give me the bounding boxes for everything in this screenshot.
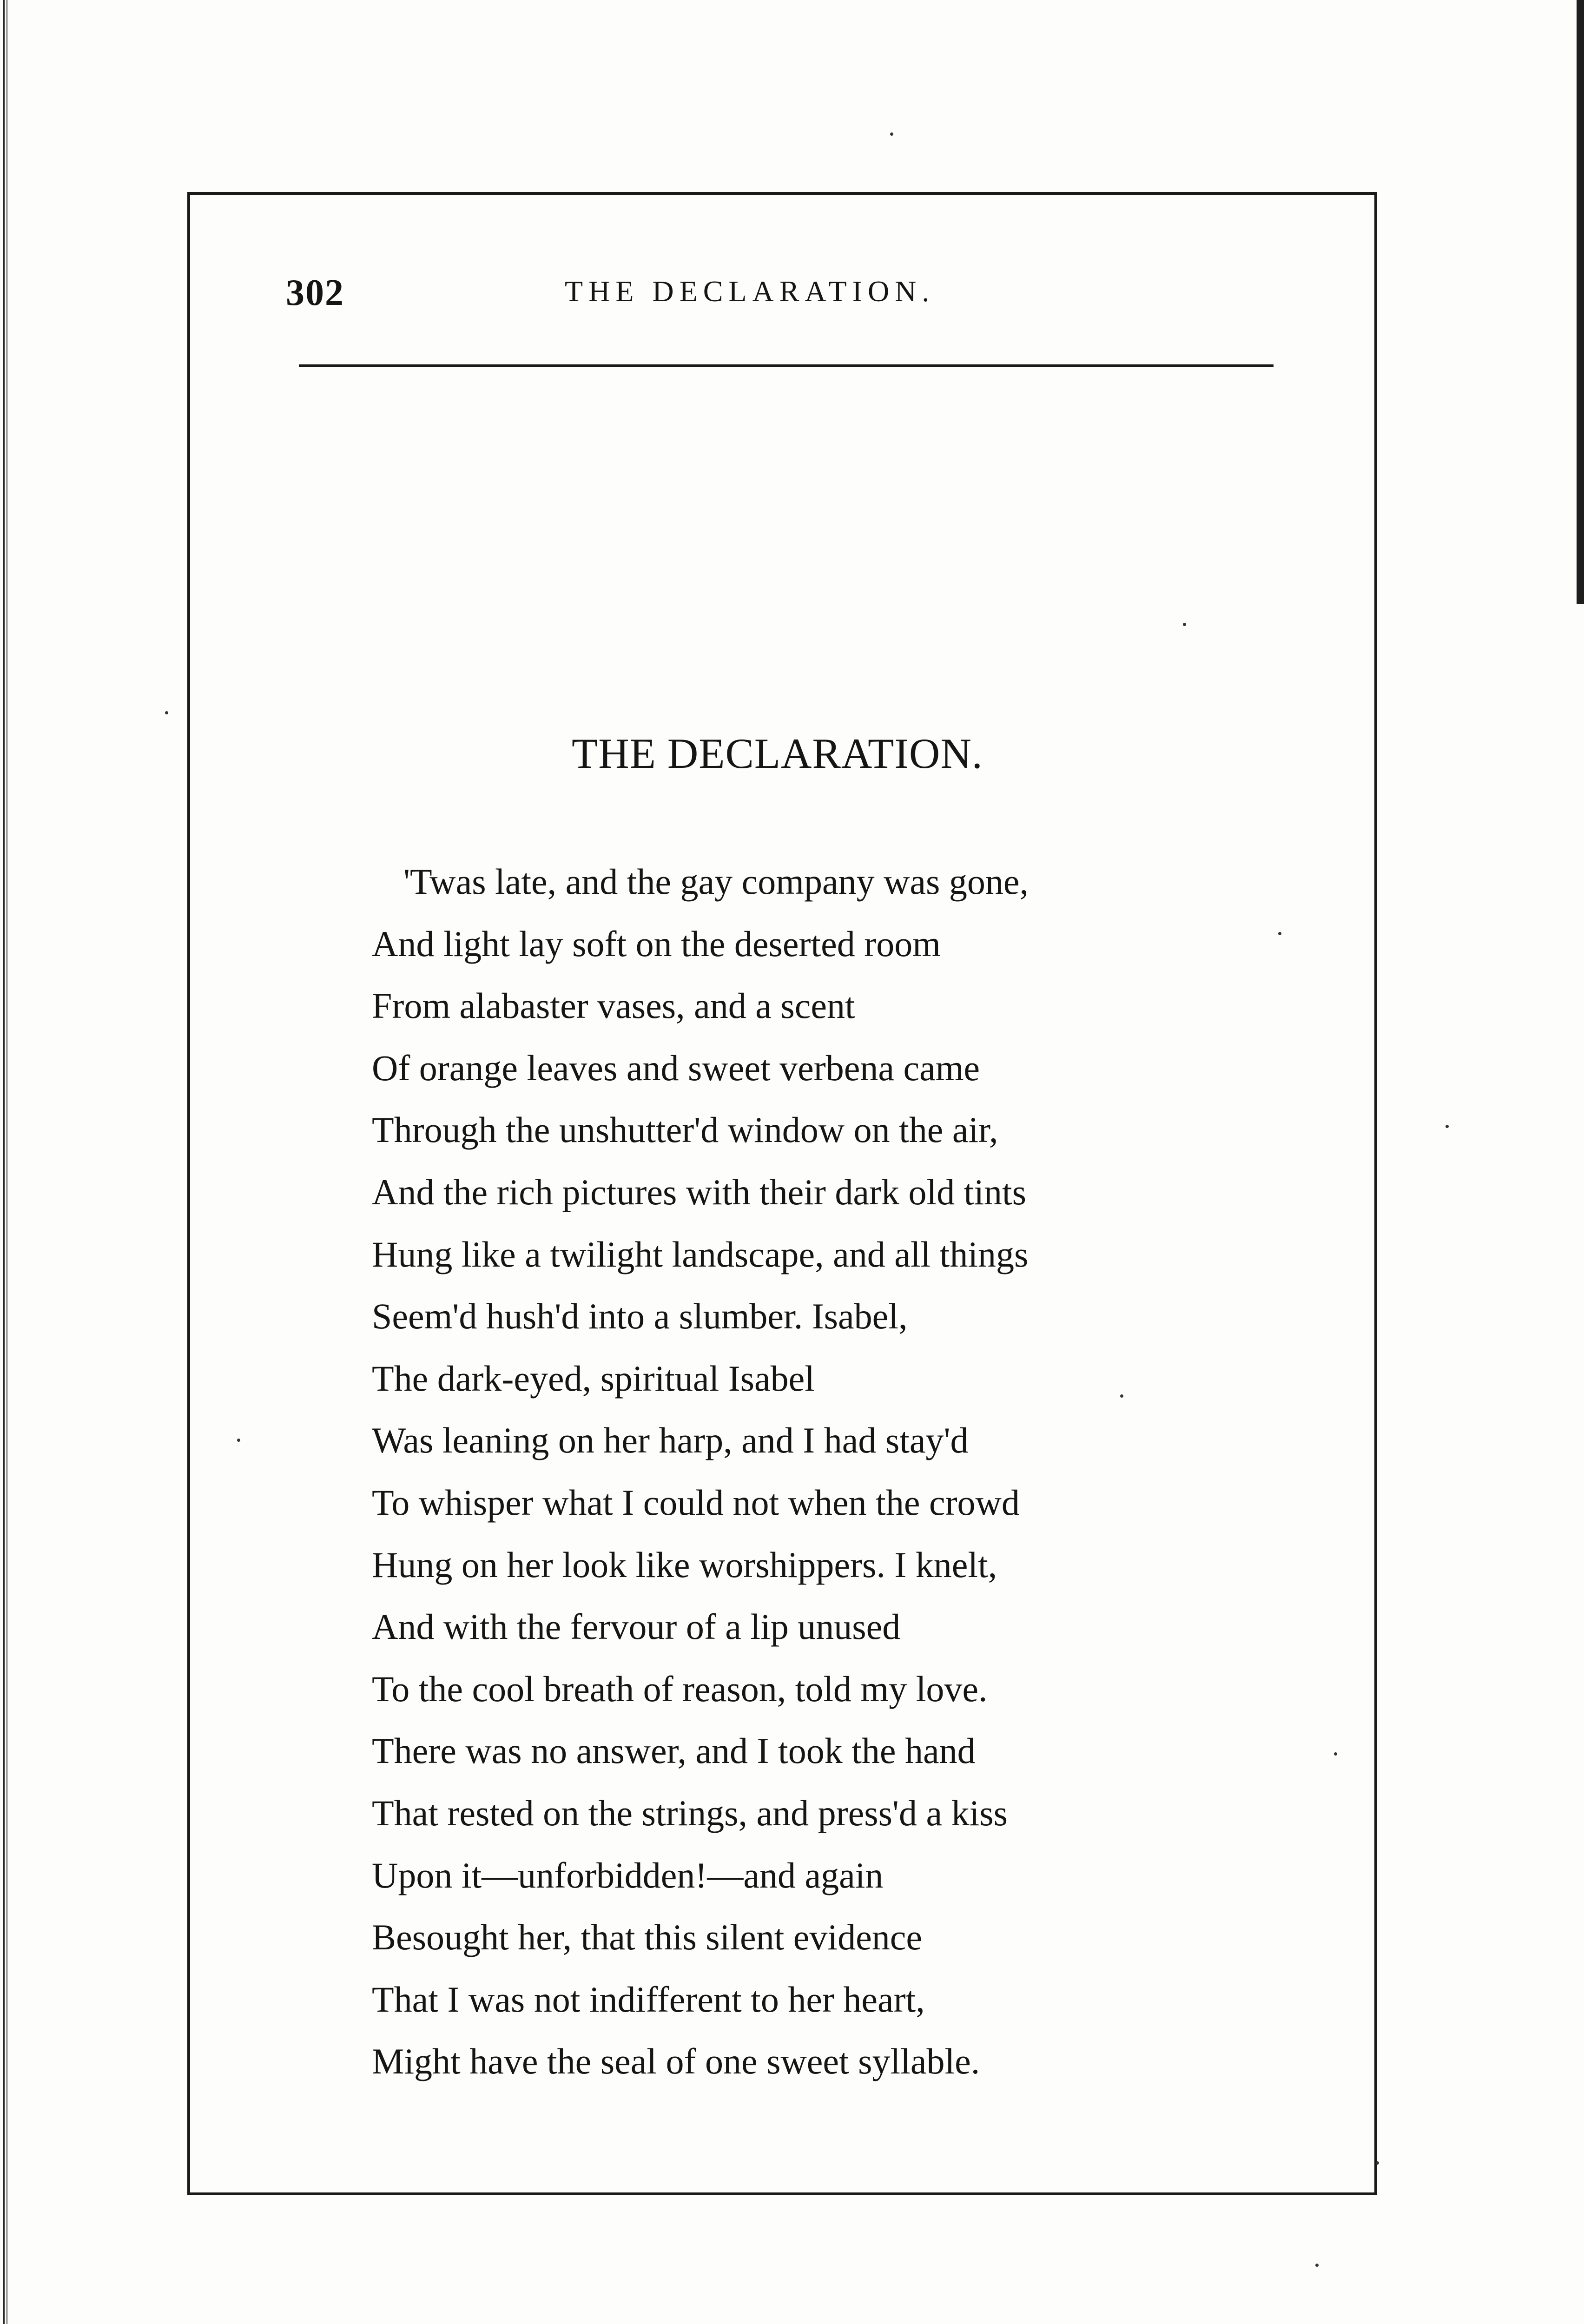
page-edge-left xyxy=(3,0,9,2324)
running-head: THE DECLARATION. xyxy=(565,275,935,308)
scan-speck xyxy=(237,1439,240,1442)
poem-line: Besought her, that this silent evidence xyxy=(372,1917,922,1958)
poem-line: Of orange leaves and sweet verbena came xyxy=(372,1047,980,1088)
poem-body xyxy=(372,851,1255,2093)
scan-speck xyxy=(1376,2161,1379,2165)
poem-title: THE DECLARATION. xyxy=(572,730,983,777)
poem-line: There was no answer, and I took the hand xyxy=(372,1730,976,1771)
poem-line: That rested on the strings, and press'd a kiss xyxy=(372,1792,1008,1833)
poem-line: And the rich pictures with their dark old tints xyxy=(372,1171,1027,1212)
poem-line: To the cool breath of reason, told my love. xyxy=(372,1668,988,1709)
poem-line: That I was not indifferent to her heart, xyxy=(372,1979,925,2020)
poem-line: Was leaning on her harp, and I had stay'd xyxy=(372,1420,969,1461)
poem-line: And with the fervour of a lip unused xyxy=(372,1606,901,1647)
poem-line: The dark-eyed, spiritual Isabel xyxy=(372,1358,815,1399)
scan-speck xyxy=(165,711,168,714)
scan-speck xyxy=(1278,932,1281,935)
header-rule xyxy=(299,364,1274,367)
scan-speck xyxy=(1445,1125,1449,1128)
scan-speck xyxy=(1183,623,1186,626)
page-edge-right xyxy=(1577,0,1584,604)
scan-speck xyxy=(1120,1394,1123,1398)
poem-line: Hung on her look like worshippers. I knelt, xyxy=(372,1544,997,1585)
poem-line: 'Twas late, and the gay company was gone, xyxy=(403,861,1029,902)
scan-speck xyxy=(1315,2264,1319,2267)
poem-line: And light lay soft on the deserted room xyxy=(372,923,941,964)
poem-line: Seem'd hush'd into a slumber. Isabel, xyxy=(372,1296,908,1337)
poem-line: Through the unshutter'd window on the air, xyxy=(372,1109,998,1150)
page-number: 302 xyxy=(286,272,344,313)
poem-line: From alabaster vases, and a scent xyxy=(372,985,855,1026)
poem-line: Upon it—unforbidden!—and again xyxy=(372,1855,884,1895)
scan-speck xyxy=(890,132,893,136)
poem-line: To whisper what I could not when the crowd xyxy=(372,1482,1020,1523)
poem-line: Might have the seal of one sweet syllable. xyxy=(372,2041,980,2082)
scan-speck xyxy=(1334,1752,1337,1756)
poem-line: Hung like a twilight landscape, and all things xyxy=(372,1234,1029,1274)
